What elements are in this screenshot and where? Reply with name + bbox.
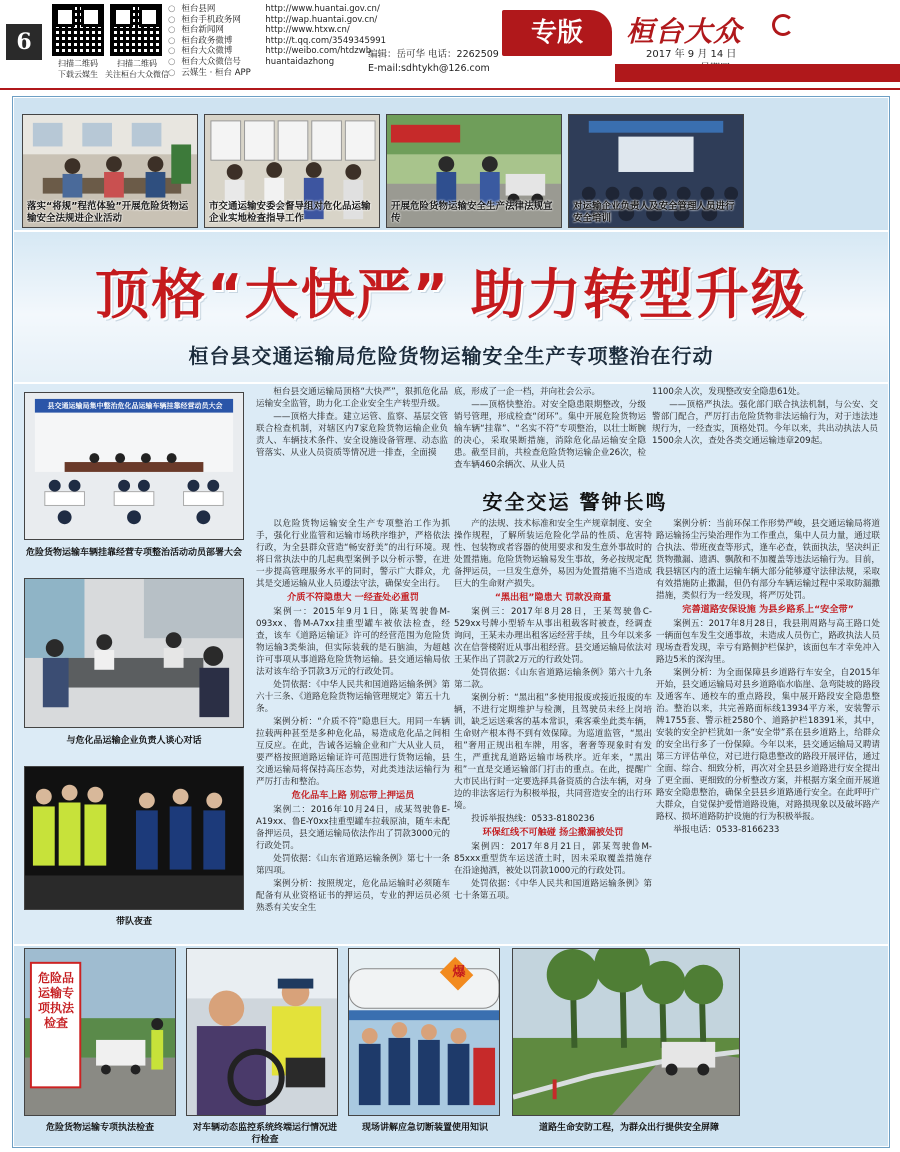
issue-date: 2017 年 9 月 14 日	[646, 49, 737, 60]
paragraph: 处罚依据：《中华人民共和国道路运输条例》第六十三条、《道路危险货物运输管理规定》第五十九条。	[256, 680, 450, 714]
bottom-photo-strip	[14, 946, 888, 1146]
photo-caption: 对运输企业负责人及安全管理人员进行安全培训	[573, 201, 735, 224]
qr-caption-app: 扫描二维码 下载云媒生	[58, 59, 98, 79]
link-row[interactable]: ○ 云媒生 · 桓台 APP	[168, 67, 251, 78]
photo-mobilization-meeting[interactable]	[24, 392, 244, 540]
photo-publicity[interactable]	[386, 114, 562, 228]
article-column	[656, 518, 880, 942]
link-row[interactable]: ○ 桓台县网 http://www.huantai.gov.cn/	[168, 4, 380, 14]
qr-code-wechat[interactable]	[110, 4, 162, 56]
case-heading: 危化品车上路 别忘带上押运员	[291, 790, 415, 801]
paragraph: 处罚依据：《中华人民共和国道路运输条例》第七十条第五项。	[454, 879, 652, 901]
hazard-sign-text: 爆	[452, 965, 466, 980]
paragraph: 案例分析：“黑出租”多使用报废或接近报废的车辆，不进行定期维护与检测，且驾驶员未经上岗培训，缺乏运送乘客的基本常识，乘客乘坐此类车辆，生命财产根本得不到有效保障。为巡道监管，“黑出租”奢用正规出租车牌，用客，奢奢等现象时有发生，严重扰乱道路运输市场秩序。近年来，“黑出租”一直是交通运输部门打击的重点。在此，提醒广大市民出行时一定要选择具备资质的合法车辆，对身边的非法客运行为积极举报，共同营造安全的出行环境。	[454, 693, 652, 811]
editor-info: 编辑：岳可华 电话：2262509 E-mail:sdhtykh@126.com	[368, 49, 499, 74]
paragraph: 处罚依据：《山东省道路运输条例》第七十一条第四项。	[256, 854, 450, 876]
email-link[interactable]: E-mail:sdhtykh@126.com	[368, 63, 490, 74]
headline-banner	[14, 232, 888, 382]
qr-code-app[interactable]	[52, 4, 104, 56]
link-row[interactable]: ○ 桓台大众微信号 huantaidazhong	[168, 56, 335, 67]
paragraph: 案例二：2016年10月24日，成某驾驶鲁E-A19xx、鲁E-Y0xx挂重型罐车拉载原油，随车未配备押运员，县交通运输局依法作出了罚款3000元的行政处罚。	[256, 805, 450, 851]
paragraph: 1100余人次，发现整改安全隐患61处。	[652, 387, 806, 397]
paragraph: 处罚依据：《山东省道路运输条例》第六十九条第二款。	[454, 668, 652, 690]
photo-caption: 道路生命安防工程，为群众出行提供安全屏障	[538, 1123, 719, 1133]
section-heading: 安全交运 警钟长鸣	[482, 490, 668, 514]
photo-monitoring-terminal[interactable]	[186, 948, 338, 1116]
paragraph: 案例五：2017年8月28日，我县荆周路与高王路口处一辆面包车发生交通事故，未造成人员伤亡，路政执法人员现场查看发现，幸亏有路侧护栏保护，该面包车才幸免冲入路边5米的深沟里。	[656, 619, 880, 665]
page-subheadline: 桓台县交通运输局危险货物运输安全生产专项整治在行动	[188, 344, 714, 368]
page-headline: 顶格“大快严” 助力转型升级	[95, 263, 807, 326]
paragraph: 案例分析：为全面保障县乡道路行车安全，自2015年开始，县交通运输局对县乡道路临水临崖、急弯陡坡的路段及通客车、通校车的重点路段，集中展开路段安全隐患整治。整治以来，共完善路面标线13934平方米，安装警示牌1755套、警示桩2580个、道路护栏18391米，其中，安装的安全护栏犹如一条“安全带”系在县乡道路上，给群众的安全出行多了一份保障。今年以来，县交通运输局又聘请第三方评估单位，对已进行隐患整改的路段开展评估，通过全面、综合、细致分析，再次对全县县乡道路进行安全提出了更全面、更细致的分析整改方案，并根据方案全面开展道路安全隐患整治，确保全县县乡道路通行安全。在此呼吁广大群众，自觉保护爱惜道路设施，对路损现象以及破坏路产路权、损坏道路防护设施的行为积极举报。	[656, 668, 880, 822]
paragraph: 案例三：2017年8月28日，王某驾驶鲁C-529xx号牌小型轿车从事出租载客时被查，经调查询问，王某未办理出租客运经营手续，且今年以来多次在信誉楼附近从事出租经营。县交通运输局依法对王某作出了罚款2万元的行政处罚。	[454, 607, 652, 665]
enforcement-sign-text: 危险品运输专项执法检查	[37, 971, 74, 1030]
paragraph: 案例分析：当前环保工作形势严峻，县交通运输局将道路运输扬尘污染治理作为工作重点，集中人员力量，通过联合执法、带班夜查等形式，逢车必查，铁面执法，坚决纠正货物撒漏、遗洒、飘散和不加覆盖等违法运输行为。目前，我县辖区内的渣土运输车辆大部分能够遵守法律法规，采取有效措施防止撒漏，但仍有部分车辆运输过程中采取防漏撒措施，类似行为一经发现，将严厉处罚。	[656, 519, 880, 601]
case-heading: 完善道路安保设施 为县乡路系上“安全带”	[682, 604, 854, 615]
intro-column	[652, 386, 878, 448]
photo-training[interactable]	[568, 114, 744, 228]
top-photo-strip	[14, 98, 888, 230]
link-row[interactable]: ○ 桓台政务微博 http://t.qq.com/3549345991	[168, 35, 387, 46]
paragraph: 案例四：2017年8月21日，郭某驾驶鲁M-85xxx重型货车运送渣土时，因未采取覆盖措施存在沿途抛洒，被处以罚款1000元的行政处罚。	[454, 842, 652, 876]
paragraph: 案例一：2015年9月1日，陈某驾驶鲁M-093xx、鲁M-A7xx挂重型罐车被依法检查，经查，该车《道路运输证》许可的经营范围为危险货物运输3类柴油，但实际装载的是石脑油，为超越许可事项从事道路危险货物运输。县交通运输局依法对该车给予罚款3万元的行政处罚。	[256, 607, 450, 677]
paragraph: 以危险货物运输安全生产专项整治工作为抓手，强化行业监管和运输市场秩序维护，严格依法行政，为全县群众营造“畅安舒美”的出行环境。现将日常执法中的几起典型案例予以分析示警，在进一步提高管理服务水平的同时，警示广大群众，尤其是交通运输从业人员遵法守法，确保安全出行。	[256, 519, 450, 589]
paragraph: 案例分析：“介质不符”隐患巨大。用同一车辆拉载两种甚至是多种危化品，易造成危化品之间相互反应。在此，告诫各运输企业和广大从业人员，要严格按照道路运输证许可范围进行货物运输，县交通运输局将保持高压态势，对此类违法运输行为严厉打击和整治。	[256, 717, 450, 787]
case-heading: “黑出租”隐患大 罚款没商量	[494, 592, 612, 603]
photo-caption: 对车辆动态监控系统终端运行情况进行检查	[192, 1123, 337, 1145]
photo-caption: 现场讲解应急切断装置使用知识	[361, 1123, 488, 1133]
page-number: 6	[6, 24, 42, 60]
photo-caption: 带队夜查	[115, 917, 152, 927]
case-heading: 介质不符隐患大 一经查处必重罚	[287, 592, 419, 603]
meeting-banner-text: 县交通运输局集中整治危化品运输车辆挂靠经营动员大会	[47, 402, 223, 410]
intro-column	[256, 386, 448, 460]
paragraph: 底，形成了一企一档，并向社会公示。	[454, 387, 601, 397]
link-row[interactable]: ○ 桓台新闻网 http://www.htxw.cn/	[168, 25, 350, 36]
photo-caption: 危险货物运输车辆挂靠经营专项整治活动动员部署大会	[25, 548, 242, 558]
photo-caption: 市交通运输安委会督导组对危化品运输企业实地检查指导工作	[209, 201, 371, 224]
photo-caption: 危险货物运输专项执法检查	[45, 1123, 154, 1133]
paragraph: 产的法规、技术标准和安全生产规章制度、安全操作规程，了解所装运危险化学品的性质、危害特性、包装物或者容器的使用要求和发生意外事故时的处置措施。危险货物运输易发生事故，务必按规定配备押运员，一旦发生意外，易因为处置措施不当造成巨大的生命财产损失。	[454, 519, 652, 589]
photo-enforcement-check[interactable]	[24, 948, 176, 1116]
link-row[interactable]: ○ 桓台大众微博 http://weibo.com/htdzwb	[168, 46, 372, 57]
link-row[interactable]: ○ 桓台手机政务网 http://wap.huantai.gov.cn/	[168, 14, 378, 25]
photo-dialogue[interactable]	[24, 578, 244, 728]
qr-caption-wechat: 扫描二维码 关注桓台大众微信	[105, 59, 169, 79]
article-column	[454, 518, 652, 942]
section-label: 专版	[502, 10, 612, 56]
photo-caption: 落实“将规”程范体验”开展危险货物运输安全法规进企业活动	[27, 201, 189, 224]
photo-emergency-valve[interactable]	[348, 948, 500, 1116]
brand-logo: 桓台大众	[626, 15, 743, 48]
article-column	[256, 518, 450, 942]
paragraph: ——顶格大排查。建立运管、监察、基层交管联合检查机制，对辖区内7家危险货物运输企业负责人、车辆技术条件、安全设施设备管理、动态监管落实、从业人员资质等情况进一排查，全面摸	[256, 412, 448, 458]
photo-caption: 与危化品运输企业负责人谈心对话	[66, 736, 202, 746]
photo-guardrail[interactable]	[512, 948, 740, 1116]
paragraph: ——顶格快整治。对安全隐患限期整改，分级销号管理，形成检查“闭环”。集中开展危险货物运输车辆“挂靠”、“名实不符”专项整治，以壮士断腕的决心，采取果断措施，消除危化品运输安全隐患。截至目前，共检查危险货物运输企业26次，检查车辆460余辆次、从业人员	[454, 400, 646, 470]
case-heading: 环保红线不可触碰 扬尘撒漏被处罚	[482, 827, 624, 838]
brand-mark-icon	[772, 14, 794, 36]
photo-caption: 开展危险货物运输安全生产法律法规宣传	[391, 201, 553, 224]
paragraph: 桓台县交通运输局顶格“大快严”，狠抓危化品运输安全监管，助力化工企业安全生产转型升级。	[256, 387, 448, 409]
paragraph: 举报电话：0533-8166233	[673, 825, 780, 835]
photo-meeting[interactable]	[22, 114, 198, 228]
paragraph: 案例分析：按照规定，危化品运输时必须随车配备有从业资格证书的押运员，专业的押运员必须熟悉有关安全生	[256, 879, 450, 913]
photo-inspection[interactable]	[204, 114, 380, 228]
paragraph: 投诉举报热线：0533-8180236	[471, 814, 595, 824]
photo-night-patrol[interactable]	[24, 766, 244, 910]
paragraph: ——顶格严执法。强化部门联合执法机制，与公安、交警部门配合，严厉打击危险货物非法运输行为，对于违法违规行为，一经查实，顶格处罚。今年以来，共出动执法人员1500余人次，查处各类交通运输违章209起。	[652, 400, 878, 446]
intro-column	[454, 386, 646, 472]
link-list	[168, 4, 386, 78]
masthead-bar	[615, 64, 900, 82]
masthead	[0, 0, 900, 90]
